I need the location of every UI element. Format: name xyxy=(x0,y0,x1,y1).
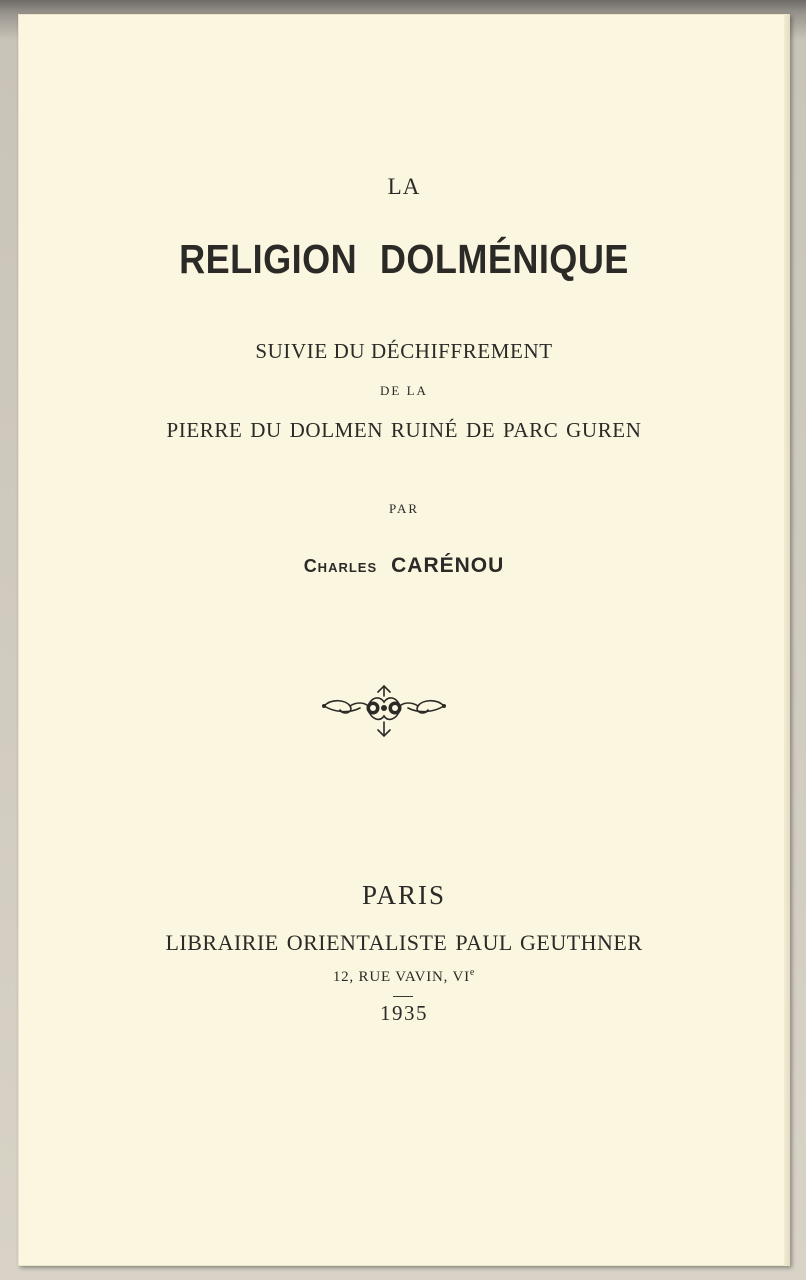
book-cover xyxy=(18,14,790,1266)
by-label: PAR xyxy=(388,501,420,516)
publication-city: PARIS xyxy=(361,880,447,910)
title-prefix: LA xyxy=(387,174,421,199)
author-last-name: CARÉNOU xyxy=(391,554,505,577)
address-text: 12, RUE VAVIN, VI xyxy=(332,969,470,985)
divider-rule xyxy=(393,996,413,997)
subtitle-line-1: SUIVIE DU DÉCHIFFREMENT xyxy=(255,339,553,363)
floral-fleuron-icon xyxy=(320,682,448,738)
cover-edge xyxy=(784,14,790,1266)
publisher-name: LIBRAIRIE ORIENTALISTE PAUL GEUTHNER xyxy=(165,930,643,955)
publication-year: 1935 xyxy=(380,1001,428,1025)
address-suffix: e xyxy=(469,967,476,978)
publisher-address xyxy=(18,967,790,986)
author-first-name: Charles xyxy=(303,556,378,576)
subtitle-line-2: DE LA xyxy=(380,383,428,398)
book-title: RELIGION DOLMÉNIQUE xyxy=(179,236,629,282)
subtitle-line-3: PIERRE DU DOLMEN RUINÉ DE PARC GUREN xyxy=(166,418,642,442)
author-name xyxy=(18,554,790,578)
